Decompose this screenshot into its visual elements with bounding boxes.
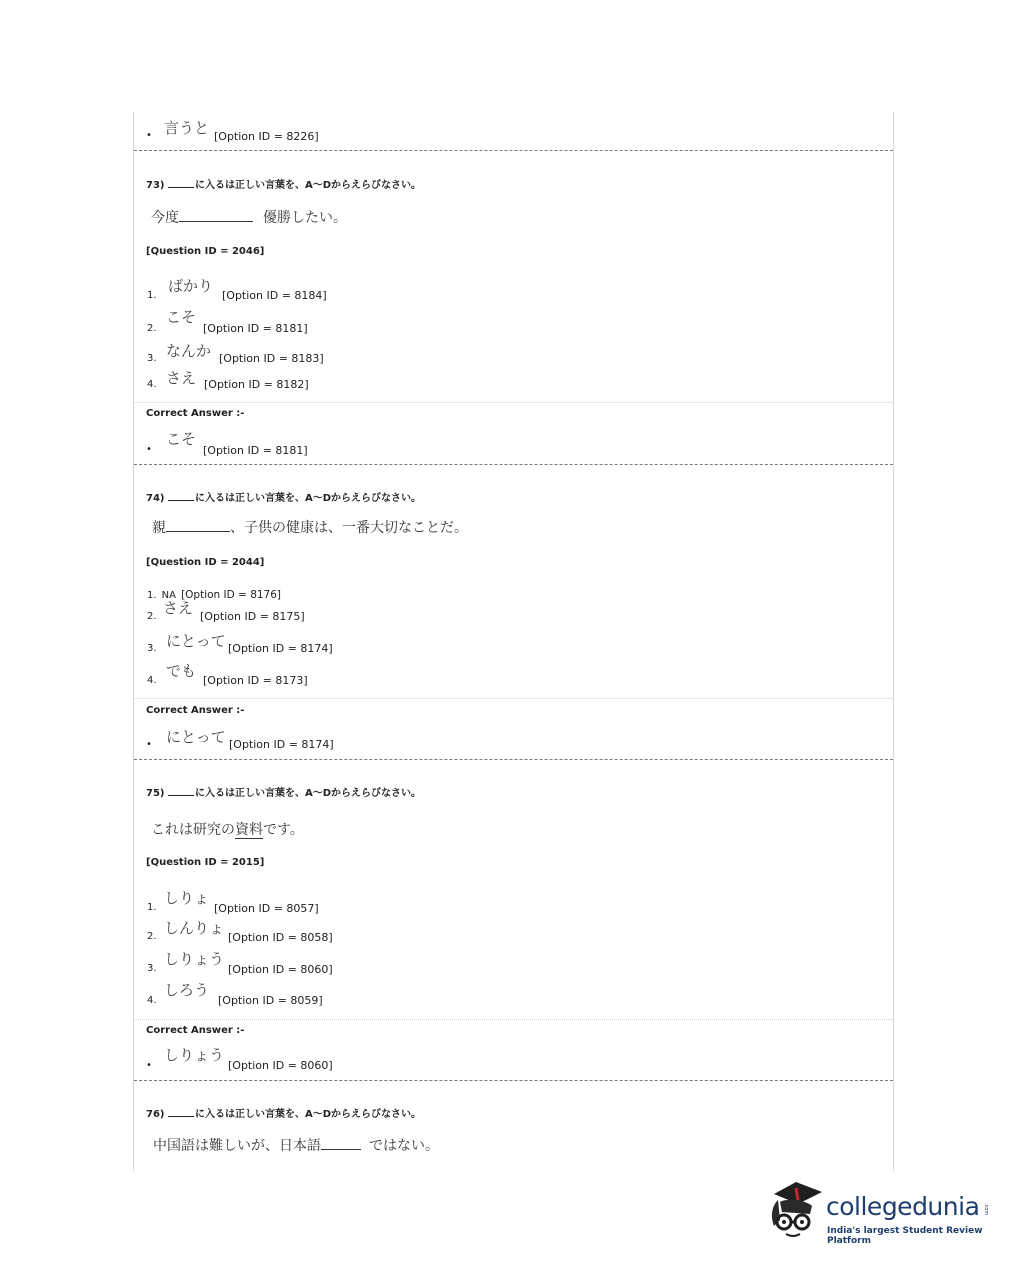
correct-answer-option-id: [Option ID = 8181] (203, 444, 308, 457)
option-id: [Option ID = 8174] (228, 642, 333, 655)
question-number: 76) (146, 1109, 165, 1120)
option-id: [Option ID = 8060] (228, 963, 333, 976)
bullet: • (146, 444, 152, 455)
question-header (146, 176, 421, 191)
section-divider (134, 402, 893, 403)
option-number: 1. (147, 590, 157, 601)
logo-suffix: .com (983, 1203, 989, 1216)
option-text: にとって (166, 632, 226, 650)
blank-line (168, 178, 194, 188)
sentence-part: ではない。 (369, 1138, 439, 1154)
option-number: 1. (147, 290, 157, 301)
option-text: 言うと (164, 119, 210, 137)
sentence-gap (166, 519, 230, 532)
option-id: [Option ID = 8057] (214, 902, 319, 915)
option-id: [Option ID = 8176] (181, 589, 282, 601)
blank-line (168, 786, 194, 796)
question-id: [Question ID = 2046] (146, 246, 265, 257)
question-instruction: に入るは正しい言葉を、A～Dからえらびなさい。 (194, 180, 422, 191)
question-sentence (151, 819, 304, 839)
correct-answer-option-id: [Option ID = 8060] (228, 1059, 333, 1072)
correct-answer-option-id: [Option ID = 8174] (229, 738, 334, 751)
sentence-part: です。 (263, 822, 304, 838)
logo-tagline: India's largest Student Review Platform (827, 1226, 983, 1246)
question-number: 73) (146, 180, 165, 191)
question-instruction: に入るは正しい言葉を、A～Dからえらびなさい。 (194, 788, 422, 799)
question-header (146, 784, 421, 799)
exam-page (133, 112, 894, 1171)
question-sentence (151, 207, 347, 227)
option-number: 4. (147, 995, 157, 1006)
option-id: [Option ID = 8058] (228, 931, 333, 944)
option-text: ばかり (168, 277, 214, 295)
option-number: 4. (147, 675, 157, 686)
option-text: さえ (166, 369, 197, 387)
mascot-icon (772, 1182, 822, 1236)
option-text: さえ (163, 599, 194, 617)
question-header (146, 1105, 421, 1120)
option-number: 3. (147, 963, 157, 974)
option-text: しろう (164, 981, 210, 999)
blank-line (168, 491, 194, 501)
option-text: しんりょ (164, 919, 225, 937)
question-divider (134, 150, 893, 151)
option-id: [Option ID = 8182] (204, 378, 309, 391)
option-id: [Option ID = 8059] (218, 994, 323, 1007)
option-text: NA (161, 590, 176, 601)
sentence-part: 、子供の健康は、一番大切なことだ。 (230, 520, 468, 536)
option-text: しりょ (164, 889, 210, 907)
correct-answer-text: こそ (166, 430, 197, 448)
bullet: • (146, 1060, 152, 1071)
question-instruction: に入るは正しい言葉を、A～Dからえらびなさい。 (194, 1109, 422, 1120)
option-id: [Option ID = 8226] (214, 130, 319, 143)
sentence-gap (179, 209, 253, 222)
question-sentence (153, 1135, 439, 1155)
option-id: [Option ID = 8184] (222, 289, 327, 302)
sentence-part: これは研究の (151, 822, 235, 838)
blank-line (168, 1107, 194, 1117)
sentence-gap (321, 1137, 361, 1150)
sentence-part: 親 (152, 520, 166, 536)
bullet: • (146, 739, 152, 750)
option-text: でも (166, 662, 197, 680)
option-number: 3. (147, 353, 157, 364)
bullet: • (146, 130, 152, 141)
question-id: [Question ID = 2015] (146, 857, 265, 868)
sentence-part: 今度 (151, 210, 179, 226)
option-number: 2. (147, 323, 157, 334)
sentence-part: 優勝したい。 (263, 210, 347, 226)
option-id: [Option ID = 8181] (203, 322, 308, 335)
section-divider (134, 1019, 893, 1020)
option-id: [Option ID = 8173] (203, 674, 308, 687)
option-text: なんか (166, 342, 212, 360)
question-divider (134, 759, 893, 760)
correct-answer-label: Correct Answer :- (146, 1025, 245, 1036)
question-header (146, 489, 421, 504)
correct-answer-text: しりょう (164, 1046, 225, 1064)
correct-answer-label: Correct Answer :- (146, 408, 245, 419)
section-divider (134, 698, 893, 699)
option-number: 3. (147, 643, 157, 654)
underlined-word: 資料 (235, 822, 263, 838)
option-number: 2. (147, 611, 157, 622)
question-id: [Question ID = 2044] (146, 557, 265, 568)
option-text: こそ (166, 308, 197, 326)
option-number: 2. (147, 931, 157, 942)
question-divider (134, 464, 893, 465)
option-id: [Option ID = 8175] (200, 610, 305, 623)
question-sentence (152, 517, 468, 537)
correct-answer-label: Correct Answer :- (146, 705, 245, 716)
option-number: 4. (147, 379, 157, 390)
question-number: 74) (146, 493, 165, 504)
question-number: 75) (146, 788, 165, 799)
option-id: [Option ID = 8183] (219, 352, 324, 365)
question-divider (134, 1080, 893, 1081)
option-number: 1. (147, 902, 157, 913)
sentence-part: 中国語は難しいが、日本語 (153, 1138, 321, 1154)
logo-wordmark: collegedunia (826, 1192, 980, 1221)
question-instruction: に入るは正しい言葉を、A～Dからえらびなさい。 (194, 493, 422, 504)
option-text: しりょう (164, 950, 225, 968)
correct-answer-text: にとって (166, 728, 226, 746)
